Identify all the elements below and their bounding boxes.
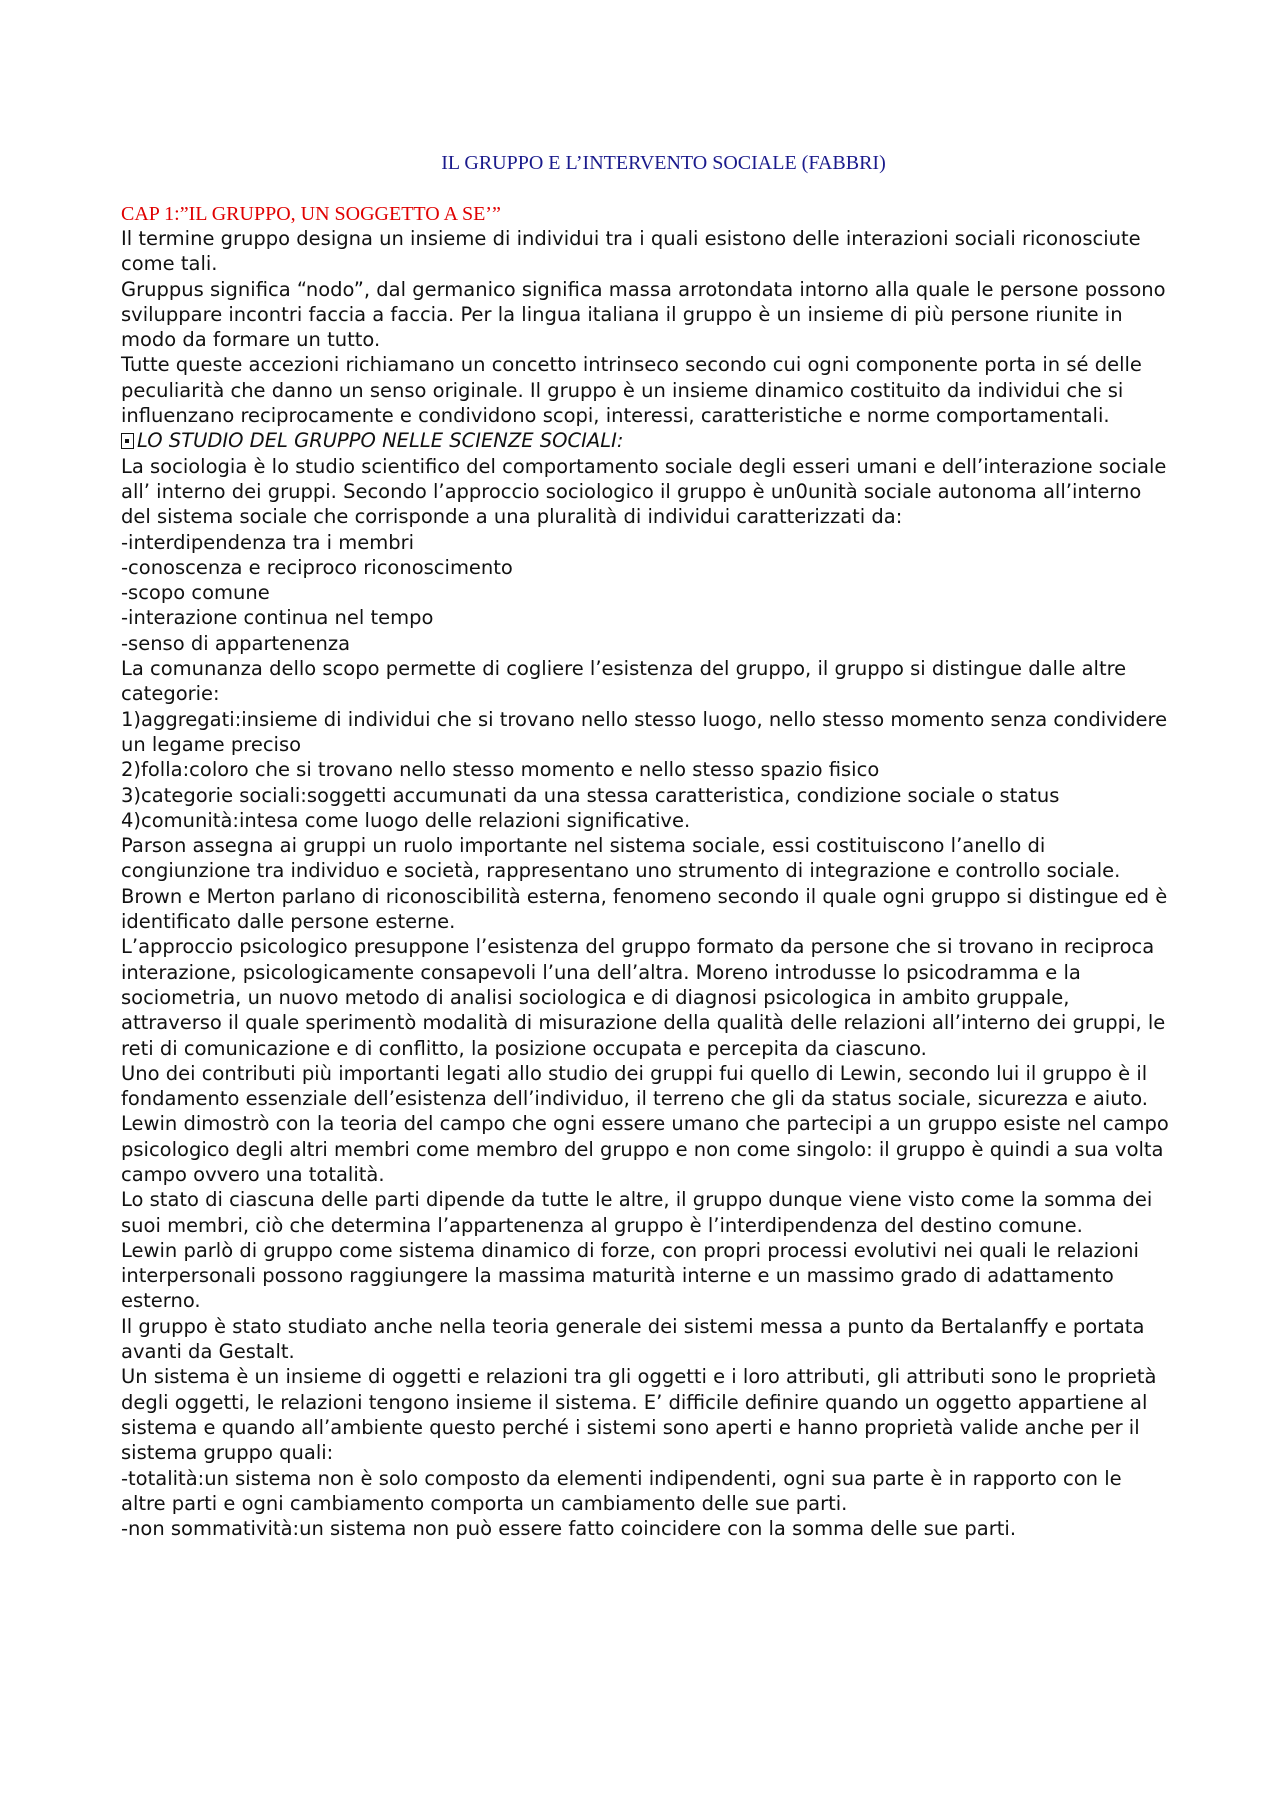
section-paragraphs [121, 454, 1171, 1542]
square-bullet-icon [121, 433, 134, 449]
list-item: -non sommatività:un sistema non può essere fatto coincidere con la somma delle sue parti. [121, 1517, 1017, 1541]
paragraph: Lewin parlò di gruppo come sistema dinamico di forze, con propri processi evolutivi nei quali le relazioni interpersonali possono raggiungere la massima maturità interne e un massimo grado di adattamento esterno. [121, 1238, 1139, 1313]
list-item: -interdipendenza tra i membri [121, 530, 415, 554]
list-item: -totalità:un sistema non è solo composto da elementi indipendenti, ogni sua parte è in rapporto con le altre parti e ogni cambiamento comporta un cambiamento delle sue parti. [121, 1466, 1122, 1515]
section-heading-text: LO STUDIO DEL GRUPPO NELLE SCIENZE SOCIALI: [137, 429, 624, 453]
list-item: 2)folla:coloro che si trovano nello stesso momento e nello stesso spazio fisico [121, 758, 880, 782]
paragraph: Un sistema è un insieme di oggetti e relazioni tra gli oggetti e i loro attributi, gli attributi sono le proprietà degli oggetti, le relazioni tengono insieme il sistema. E’ difficile definire quando un oggetto appartiene al sistema e quando all’ambiente questo perché i sistemi sono aperti e hanno proprietà valide anche per il sistema gruppo quali: [121, 1365, 1157, 1465]
chapter-title: CAP 1:”IL GRUPPO, UN SOGGETTO A SE’” [121, 203, 501, 225]
paragraph: Tutte queste accezioni richiamano un concetto intrinseco secondo cui ogni componente porta in sé delle peculiarità che danno un senso originale. Il gruppo è un insieme dinamico costituito da individui che si influenzano reciprocamente e condividono scopi, interessi, caratteristiche e norme comportamentali. [121, 353, 1142, 428]
paragraph: Il termine gruppo designa un insieme di individui tra i quali esistono delle interazioni sociali riconosciute come tali. [121, 227, 1141, 276]
list-item: 1)aggregati:insieme di individui che si trovano nello stesso luogo, nello stesso momento senza condividere un legame preciso [121, 707, 1168, 756]
paragraph: Uno dei contributi più importanti legati allo studio dei gruppi fui quello di Lewin, secondo lui il gruppo è il fondamento essenziale dell’esistenza dell’individuo, il terreno che gli da status sociale, sicurezza e aiuto. [121, 1061, 1148, 1111]
paragraph: Lewin dimostrò con la teoria del campo che ogni essere umano che partecipi a un gruppo esiste nel campo psicologico degli altri membri come membro del gruppo e non come singolo: il gruppo è quindi a sua volta campo ovvero una totalità. [121, 1112, 1169, 1186]
document-title: IL GRUPPO E L’INTERVENTO SOCIALE (FABBRI) [441, 152, 886, 174]
list-item: -conoscenza e reciproco riconoscimento [121, 555, 513, 579]
paragraph: Brown e Merton parlano di riconoscibilità esterna, fenomeno secondo il quale ogni gruppo si distingue ed è identificato dalle persone esterne. [121, 884, 1168, 934]
paragraph: La comunanza dello scopo permette di cogliere l’esistenza del gruppo, il gruppo si distingue dalle altre categorie: [121, 657, 1127, 706]
list-item: -scopo comune [121, 581, 270, 605]
section-heading [121, 428, 1171, 453]
document-body [121, 150, 1171, 1541]
paragraph: Gruppus significa “nodo”, dal germanico significa massa arrotondata intorno alla quale le persone possono sviluppare incontri faccia a faccia. Per la lingua italiana il gruppo è un insieme di più persone riunite in modo da formare un tutto. [121, 277, 1166, 352]
paragraph: La sociologia è lo studio scientifico del comportamento sociale degli esseri umani e dell’interazione sociale all’ interno dei gruppi. Secondo l’approccio sociologico il gruppo è un0unità sociale autonoma all’interno del sistema sociale che corrisponde a una pluralità di individui caratterizzati da: [121, 454, 1167, 529]
paragraph: L’approccio psicologico presuppone l’esistenza del gruppo formato da persone che si trovano in reciproca interazione, psicologicamente consapevoli l’una dell’altra. Moreno introdusse lo psicodramma e la sociometria, un nuovo metodo di analisi sociologica e di diagnosi psicologica in ambito gruppale, attraverso il quale sperimentò modalità di misurazione della qualità delle relazioni all’interno dei gruppi, le reti di comunicazione e di conflitto, la posizione occupata e percepita da ciascuno. [121, 935, 1166, 1060]
paragraph: Lo stato di ciascuna delle parti dipende da tutte le altre, il gruppo dunque viene visto come la somma dei suoi membri, ciò che determina l’appartenenza al gruppo è l’interdipendenza del destino comune. [121, 1188, 1153, 1237]
paragraph: Il gruppo è stato studiato anche nella teoria generale dei sistemi messa a punto da Bertalanffy e portata avanti da Gestalt. [121, 1314, 1145, 1364]
list-item: 3)categorie sociali:soggetti accumunati da una stessa caratteristica, condizione sociale o status [121, 783, 1060, 807]
list-item: -senso di appartenenza [121, 631, 351, 655]
list-item: 4)comunità:intesa come luogo delle relazioni significative. [121, 808, 691, 832]
intro-paragraphs [121, 226, 1171, 428]
paragraph: Parson assegna ai gruppi un ruolo importante nel sistema sociale, essi costituiscono l’anello di congiunzione tra individuo e società, rappresentano uno strumento di integrazione e controllo sociale. [121, 834, 1121, 883]
list-item: -interazione continua nel tempo [121, 606, 434, 630]
